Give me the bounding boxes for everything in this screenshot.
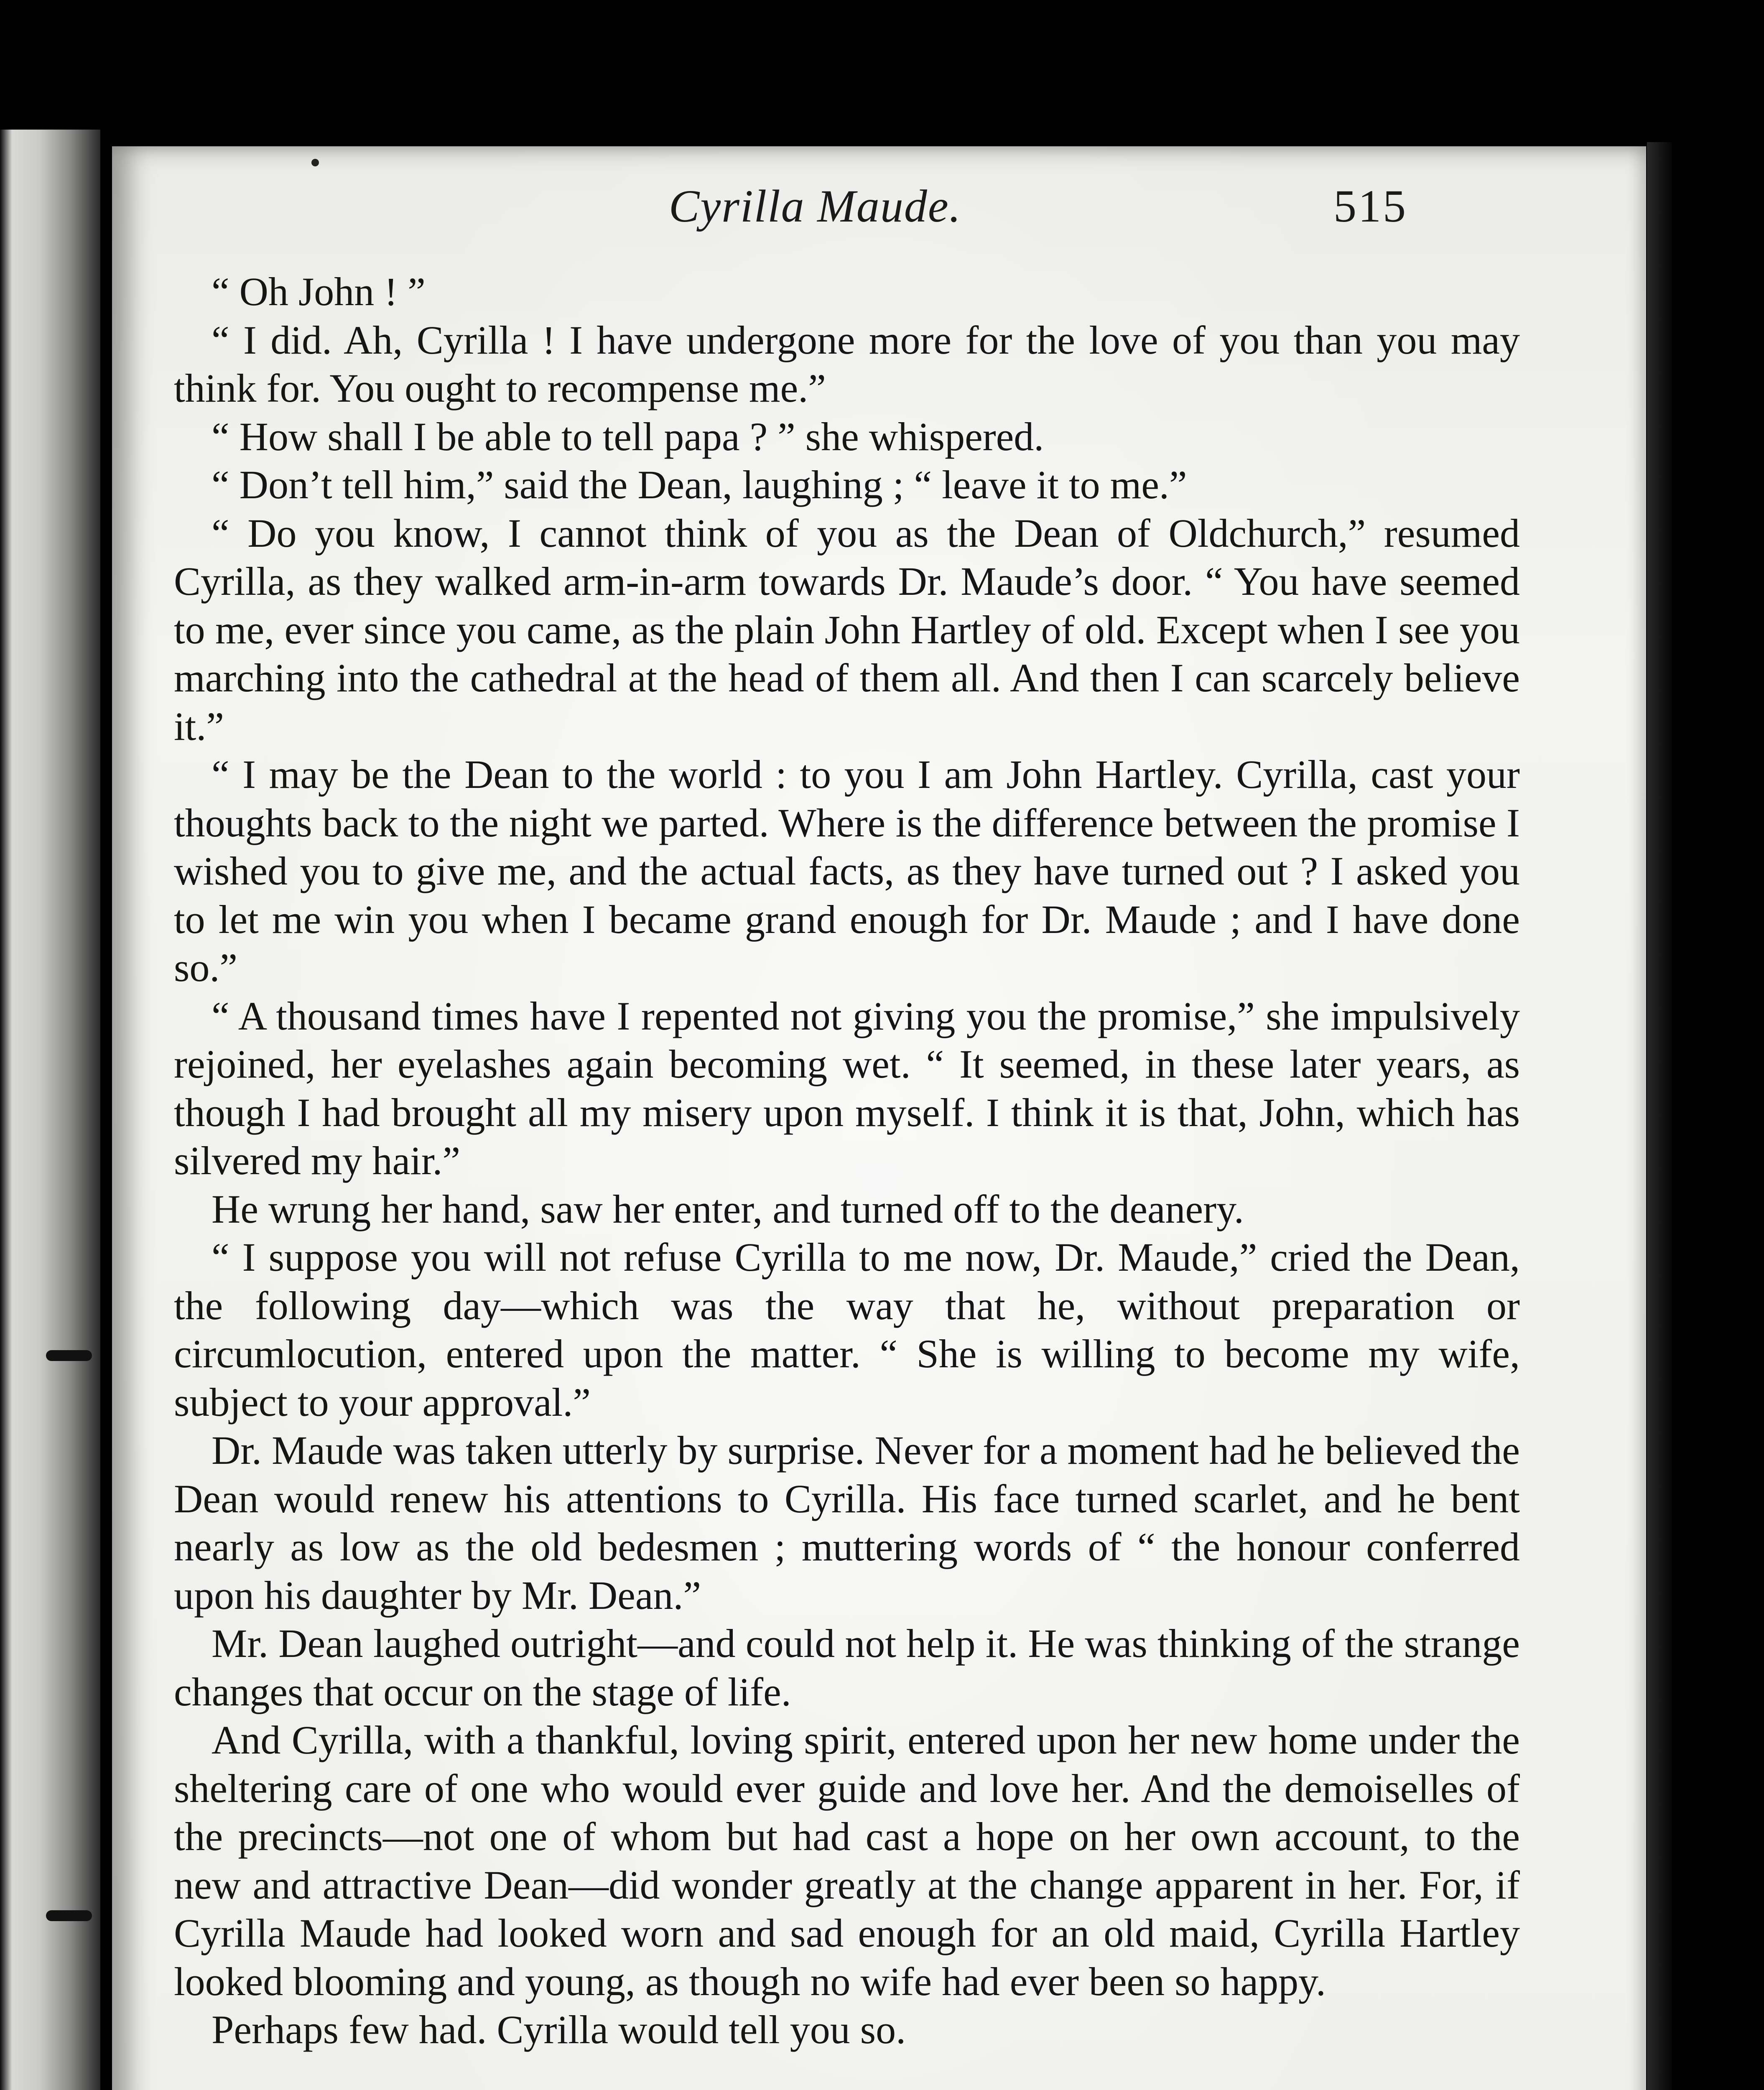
paragraph: “ A thousand times have I repented not giving you the promise,” she impulsively rejoined, her eyelashes again becoming wet. “ It seemed, in these later years, as though I had brought all my misery upon myself. I think it is that, John, which has silvered my hair.”: [174, 993, 1520, 1183]
paragraph: Dr. Maude was taken utterly by surprise. Never for a moment had he believed the Dean would renew his attentions to Cyrilla. His face turned scarlet, and he bent nearly as low as the old bedesmen ; muttering words of “ the honour conferred upon his daughter by Mr. Dean.”: [174, 1428, 1520, 1618]
page-header: [0, 180, 1764, 251]
left-page-gutter: [0, 130, 100, 2090]
body-text: [174, 268, 1520, 2054]
paragraph: “ How shall I be able to tell papa ? ” she whispered.: [212, 414, 1044, 459]
page-right-edge: [1647, 142, 1672, 2090]
running-title: Cyrilla Maude.: [669, 181, 962, 232]
paragraph: “ Oh John ! ”: [212, 269, 426, 314]
page-number: 515: [1333, 181, 1407, 232]
paragraph: “ Don’t tell him,” said the Dean, laughing ; “ leave it to me.”: [212, 462, 1187, 507]
paragraph: He wrung her hand, saw her enter, and turned off to the deanery.: [212, 1186, 1244, 1231]
paragraph: “ I may be the Dean to the world : to you I am John Hartley. Cyrilla, cast your thoughts back to the night we parted. Where is the difference between the promise I wished you to give me, and the actual facts, as they have turned out ? I asked you to let me win you when I became grand enough for Dr. Maude ; and I have done so.”: [174, 752, 1520, 990]
gutter-binding-mark: [46, 1350, 92, 1361]
paragraph: Mr. Dean laughed outright—and could not help it. He was thinking of the strange changes that occur on the stage of life.: [174, 1621, 1520, 1714]
gutter-binding-mark: [46, 1910, 92, 1921]
paragraph: “ Do you know, I cannot think of you as the Dean of Oldchurch,” resumed Cyrilla, as they walked arm-in-arm towards Dr. Maude’s door. “ You have seemed to me, ever since you came, as the plain John Hartley of old. Except when I see you marching into the cathedral at the head of them all. And then I can scarcely believe it.”: [174, 510, 1520, 749]
paragraph: “ I suppose you will not refuse Cyrilla to me now, Dr. Maude,” cried the Dean, the following day—which was the way that he, without preparation or circumlocution, entered upon the matter. “ She is willing to become my wife, subject to your approval.”: [174, 1235, 1520, 1425]
paragraph: And Cyrilla, with a thankful, loving spirit, entered upon her new home under the sheltering care of one who would ever guide and love her. And the demoiselles of the precincts—not one of whom but had cast a hope on her own account, to the new and attractive Dean—did wonder greatly at the change apparent in her. For, if Cyrilla Maude had looked worn and sad enough for an old maid, Cyrilla Hartley looked blooming and young, as though no wife had ever been so happy.: [174, 1718, 1520, 2004]
paragraph: “ I did. Ah, Cyrilla ! I have undergone more for the love of you than you may think for. You ought to recompense me.”: [174, 317, 1520, 410]
page-speck: [311, 159, 319, 166]
paragraph: Perhaps few had. Cyrilla would tell you so.: [212, 2007, 906, 2052]
